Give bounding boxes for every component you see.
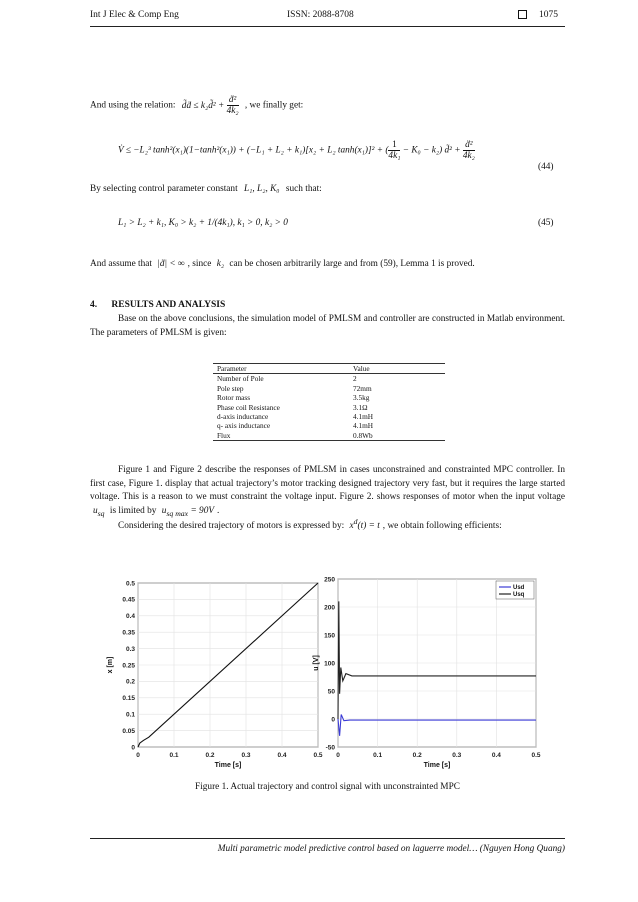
y-tick-label: 0.5 (125, 580, 135, 588)
assume-line (90, 258, 565, 272)
table-row: d-axis inductance 4.1mH (217, 412, 374, 422)
results-paragraph-3-text-b: , we obtain following efficients: (382, 521, 502, 532)
select-tail: such that: (285, 184, 322, 194)
table-row: Pole step 72mm (217, 383, 372, 393)
assume-mid: , since (187, 259, 212, 269)
header-rule (90, 26, 565, 27)
table-header-value: Value (349, 364, 445, 374)
y-tick-label: 0.45 (122, 596, 135, 604)
results-paragraph-2-text: Figure 1 and Figure 2 describe the responses of PMLSM in cases unconstrained and constrainted MPC controller. In first case, Figure 1. display that actual trajectory’s motor tracking designed trajectory very fast, but it requires the large started voltage. This is a reason to we must constraint the voltage input. Figure 2. shows responses of motor when the input voltage (90, 465, 565, 502)
legend-entry: Usd (513, 585, 525, 592)
relation-intro: And using the relation: (90, 100, 176, 111)
table-row: Number of Pole 2 (217, 374, 357, 384)
legend-entry: Usq (513, 592, 525, 599)
table-row: Phase coil Resistance 3.1Ω (217, 402, 368, 412)
x-axis-label: Time [s] (214, 762, 242, 769)
y-tick-label: 50 (327, 688, 335, 696)
equation-44-number: (44) (538, 162, 554, 172)
y-tick-label: 0 (131, 744, 135, 752)
equation-45: L₁ > L₂ + k₁, K₀ > k₂ + 1/(4k₁), k₁ > 0, k₂ > 0 (118, 218, 288, 228)
table-header-parameter: Parameter (213, 364, 349, 374)
y-tick-label: 100 (324, 660, 335, 668)
relation-tail: , we finally get: (244, 100, 304, 111)
y-axis-label: x [m] (107, 656, 114, 674)
section-title: 4. RESULTS AND ANALYSIS (90, 300, 226, 310)
x-tick-label: 0.4 (277, 752, 287, 759)
select-params: L₁, L₂, K₀ (244, 184, 280, 194)
x-tick-label: 0 (336, 752, 340, 759)
y-tick-label: 0.35 (122, 629, 135, 637)
select-line (90, 183, 565, 197)
x-tick-label: 0.3 (241, 752, 251, 759)
footer-rule (90, 838, 565, 839)
assume-formula: |ḋ| < ∞ (157, 259, 185, 269)
y-tick-label: 0.4 (125, 613, 135, 621)
page-number: 1075 (539, 10, 558, 20)
x-tick-label: 0.5 (313, 752, 323, 759)
x-tick-label: 0.1 (373, 752, 383, 759)
table-row: Flux 0.8Wb (213, 431, 445, 441)
y-tick-label: 0.25 (122, 662, 135, 670)
select-prefix: By selecting control parameter constant (90, 184, 238, 194)
journal-name: Int J Elec & Comp Eng (90, 10, 179, 20)
x-tick-label: 0.3 (452, 752, 462, 759)
y-tick-label: 0.2 (125, 678, 135, 686)
y-tick-label: 250 (324, 576, 335, 584)
y-tick-label: 0.05 (122, 727, 135, 735)
parameter-table-wrap (213, 363, 445, 441)
x-tick-label: 0.1 (169, 752, 179, 759)
x-tick-label: 0.2 (412, 752, 422, 759)
usq-limit: $u_{sq max} = 90V$ (161, 505, 215, 518)
table-row: q- axis inductance 4.1mH (217, 421, 374, 431)
checkbox-icon (518, 10, 527, 19)
parameter-table (213, 363, 445, 441)
y-tick-label: 200 (324, 604, 335, 612)
x-axis-label: Time [s] (423, 762, 451, 769)
usq-symbol: $u_{sq}$ (93, 505, 105, 518)
x-tick-label: 0.4 (491, 752, 501, 759)
results-paragraph-2-text-b: is limited by (109, 505, 157, 516)
y-tick-label: 0 (331, 716, 335, 724)
results-paragraph-3-text: Considering the desired trajectory of motors is expressed by: (118, 521, 345, 532)
equation-44: V̇ ≤ −L₂³ tanh²(x₁)(1−tanh²(x₁)) + (−L₁ + L₂ + k₁)[x₂ + L₂ tanh(x₁)]² + ( $\frac{1}{\text{4k₁}}$ − K₀ − k₂) d̃² + $\frac{\text{ḋ²}}{\text{4k₂}}$ (118, 140, 475, 161)
y-tick-label: 0.15 (122, 695, 135, 703)
x-tick-label: 0.5 (531, 752, 541, 759)
desired-trajectory: $x^d(t) = t$ (349, 517, 380, 532)
relation-formula: d̃ḋ ≤ k₂d̃² + $\frac{\text{ḋ²}}{\text{4k₂}}$ (181, 95, 239, 116)
figure-caption: Figure 1. Actual trajectory and control signal with unconstrainted MPC (195, 782, 460, 792)
results-paragraph-2: Figure 1 and Figure 2 describe the responses of PMLSM in cases unconstrained and constrainted MPC controller. In first case, Figure 1. display that actual trajectory’s motor tracking designed trajectory very fast, but it requires the large started voltage. This is a reason to we must constraint the voltage input. Figure 2. shows responses of motor when the input voltage $u_{sq}$ is limited by $u_{sq max} = 90V$ . (90, 465, 565, 518)
y-tick-label: -50 (325, 744, 335, 752)
equation-45-number: (45) (538, 218, 554, 228)
relation-line (90, 95, 565, 116)
x-tick-label: 0.2 (205, 752, 215, 759)
y-tick-label: 0.1 (125, 711, 135, 719)
table-row: Rotor mass 3.5kg (217, 393, 370, 403)
results-paragraph-1: Base on the above conclusions, the simulation model of PMLSM and controller are constructed in Matlab environment. The parameters of PMLSM is given: (90, 314, 565, 338)
y-tick-label: 150 (324, 632, 335, 640)
issn: ISSN: 2088-8708 (287, 10, 354, 20)
assume-tail: can be chosen arbitrarily large and from (59), Lemma 1 is proved. (229, 259, 475, 269)
assume-prefix: And assume that (90, 259, 152, 269)
page-number-wrap (518, 10, 558, 20)
results-paragraph-3 (90, 515, 565, 534)
y-axis-label: u [V] (313, 655, 320, 671)
footer-text: Multi parametric model predictive control based on laguerre model… (Nguyen Hong Quang) (217, 844, 565, 854)
control-signal-chart (310, 575, 550, 770)
y-tick-label: 0.3 (125, 645, 135, 653)
trajectory-chart (104, 575, 326, 770)
assume-k2: k₂ (216, 259, 225, 269)
x-tick-label: 0 (136, 752, 140, 759)
